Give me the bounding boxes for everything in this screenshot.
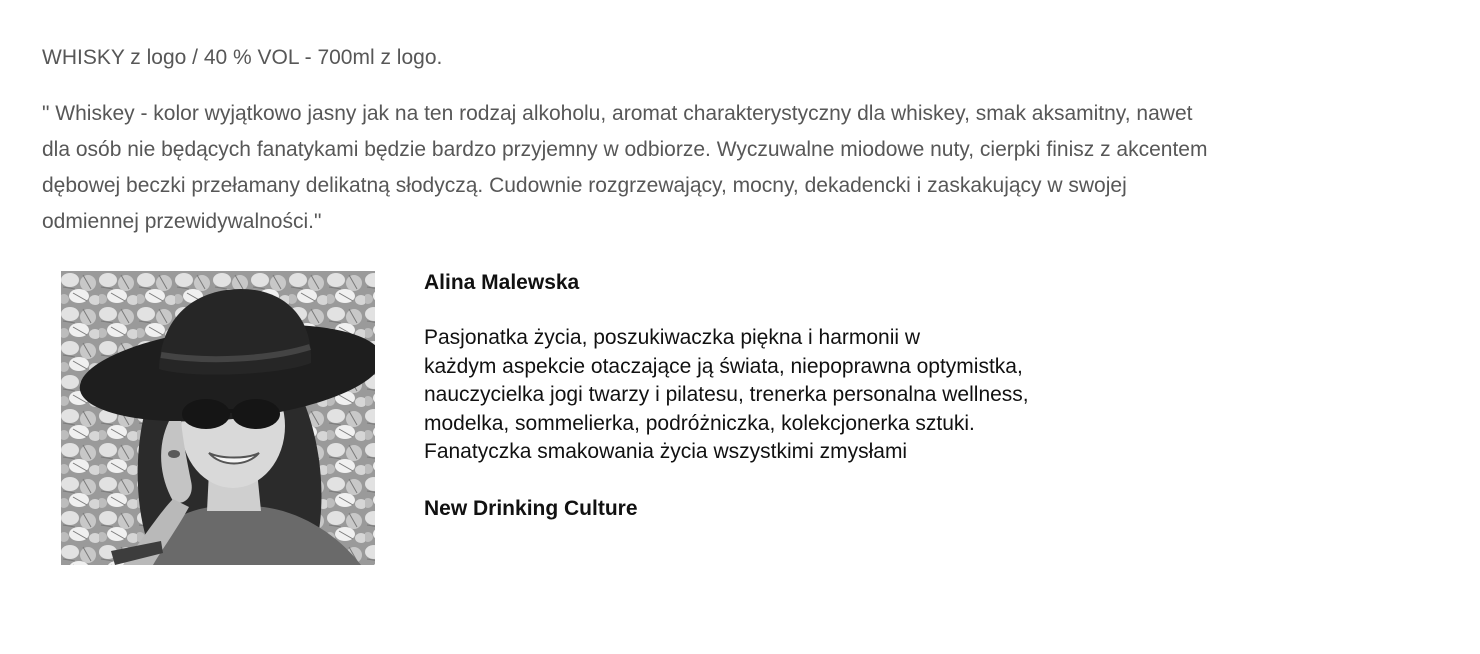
cropped-text-fragment [150, 0, 570, 12]
author-bio [424, 268, 1424, 524]
author-name: Alina Malewska [424, 271, 580, 294]
author-portrait-photo [61, 271, 375, 565]
description-line: dębowej beczki przełamany delikatną słodyczą. Cudownie rozgrzewający, mocny, dekadencki i zaskakujący w swojej [42, 174, 1127, 197]
description-line: " Whiskey - kolor wyjątkowo jasny jak na ten rodzaj alkoholu, aromat charakterystyczny dla whiskey, smak aksamitny, nawet [42, 102, 1193, 125]
bio-line: modelka, sommelierka, podróżniczka, kolekcjonerka sztuki. [424, 411, 975, 435]
description-line: dla osób nie będących fanatykami będzie bardzo przyjemny w odbiorze. Wyczuwalne miodowe nuty, cierpki finisz z akcentem [42, 138, 1208, 161]
bio-line: Fanatyczka smakowania życia wszystkimi zmysłami [424, 440, 908, 463]
author-description [424, 324, 1424, 467]
product-description [42, 96, 1392, 240]
description-line: odmiennej przewidywalności." [42, 210, 322, 233]
bio-line: nauczycielka jogi twarzy i pilatesu, trenerka personalna wellness, [424, 383, 1029, 406]
brand-signature: New Drinking Culture [424, 496, 638, 520]
bio-line: Pasjonatka życia, poszukiwaczka piękna i harmonii w [424, 326, 921, 349]
product-headline: WHISKY z logo / 40 % VOL - 700ml z logo. [42, 46, 443, 69]
bio-line: każdym aspekcie otaczające ją świata, niepoprawna optymistka, [424, 354, 1023, 378]
portrait-illustration [61, 271, 375, 565]
